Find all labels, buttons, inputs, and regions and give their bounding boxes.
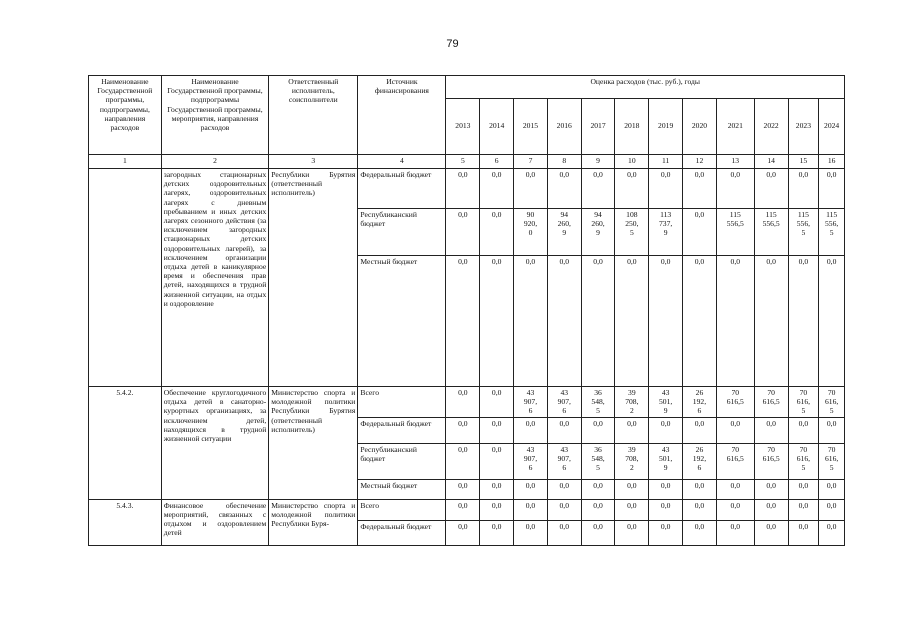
funding-source: Республиканский бюджет (358, 209, 446, 256)
value-cell: 0,0 (788, 169, 819, 209)
row-executor: Министерство спорта и молодежной политики Республики Буря- (269, 499, 358, 545)
value-cell: 0,0 (649, 256, 683, 387)
value-cell: 0,0 (581, 520, 615, 545)
value-cell: 0,0 (615, 169, 649, 209)
value-cell: 0,0 (480, 499, 514, 520)
row-name: Финансовое обеспечение мероприятий, связанных с отдыхом и оздоровлением детей (161, 499, 269, 545)
value-cell: 0,0 (581, 169, 615, 209)
value-cell: 36 548, 5 (581, 443, 615, 479)
value-cell: 0,0 (615, 520, 649, 545)
row-code: 5.4.2. (89, 387, 162, 500)
value-cell: 0,0 (683, 209, 717, 256)
value-cell: 115 556,5 (754, 209, 788, 256)
value-cell: 26 192, 6 (683, 443, 717, 479)
value-cell: 0,0 (446, 443, 480, 479)
value-cell: 0,0 (649, 499, 683, 520)
value-cell: 70 616,5 (716, 443, 754, 479)
value-cell: 0,0 (514, 499, 548, 520)
value-cell: 0,0 (683, 417, 717, 443)
value-cell: 70 616, 5 (819, 387, 845, 418)
page-number: 79 (446, 38, 459, 50)
header-estimate: Оценка расходов (тыс. руб.), годы (446, 76, 845, 99)
value-cell: 0,0 (480, 209, 514, 256)
value-cell: 0,0 (446, 499, 480, 520)
value-cell: 70 616, 5 (788, 387, 819, 418)
column-number: 11 (649, 155, 683, 169)
value-cell: 43 907, 6 (514, 443, 548, 479)
value-cell: 0,0 (754, 499, 788, 520)
value-cell: 0,0 (446, 387, 480, 418)
value-cell: 70 616,5 (716, 387, 754, 418)
column-number: 2 (161, 155, 269, 169)
year-header: 2013 (446, 99, 480, 155)
column-number: 16 (819, 155, 845, 169)
row-executor: Республики Бурятия (ответственный исполнитель) (269, 169, 358, 387)
value-cell: 0,0 (649, 479, 683, 499)
column-number: 14 (754, 155, 788, 169)
year-header: 2019 (649, 99, 683, 155)
value-cell: 0,0 (480, 169, 514, 209)
column-number: 6 (480, 155, 514, 169)
value-cell: 0,0 (649, 520, 683, 545)
value-cell: 70 616,5 (754, 387, 788, 418)
year-header: 2020 (683, 99, 717, 155)
value-cell: 26 192, 6 (683, 387, 717, 418)
column-numbers-row (89, 155, 845, 169)
funding-source: Федеральный бюджет (358, 520, 446, 545)
value-cell: 0,0 (581, 479, 615, 499)
value-cell: 0,0 (788, 417, 819, 443)
value-cell: 0,0 (683, 499, 717, 520)
value-cell: 0,0 (819, 520, 845, 545)
value-cell: 0,0 (683, 256, 717, 387)
header-col-source: Источник финансирования (358, 76, 446, 155)
row-code: 5.4.3. (89, 499, 162, 545)
value-cell: 115 556, 5 (788, 209, 819, 256)
funding-source: Федеральный бюджет (358, 417, 446, 443)
funding-source: Федеральный бюджет (358, 169, 446, 209)
table-row (89, 387, 845, 418)
value-cell: 0,0 (480, 417, 514, 443)
value-cell: 0,0 (754, 169, 788, 209)
value-cell: 0,0 (716, 417, 754, 443)
header-col-name: Наименование Государственной программы, подпрограммы Государственной программы, мероприятия, направления расходов (161, 76, 269, 155)
year-header: 2016 (547, 99, 581, 155)
row-name: Обеспечение круглогодичного отдыха детей в санаторно-курортных организациях, за исключением детей, находящихся в трудной жизненной ситуации (161, 387, 269, 500)
value-cell: 0,0 (547, 417, 581, 443)
value-cell: 43 501, 9 (649, 443, 683, 479)
value-cell: 0,0 (615, 479, 649, 499)
value-cell: 0,0 (514, 417, 548, 443)
value-cell: 0,0 (615, 499, 649, 520)
column-number: 4 (358, 155, 446, 169)
value-cell: 0,0 (581, 417, 615, 443)
value-cell: 0,0 (788, 499, 819, 520)
value-cell: 0,0 (446, 169, 480, 209)
column-number: 12 (683, 155, 717, 169)
value-cell: 108 250, 5 (615, 209, 649, 256)
value-cell: 0,0 (819, 256, 845, 387)
column-number: 9 (581, 155, 615, 169)
year-header: 2023 (788, 99, 819, 155)
value-cell: 0,0 (446, 520, 480, 545)
column-number: 7 (514, 155, 548, 169)
value-cell: 0,0 (446, 417, 480, 443)
column-number: 10 (615, 155, 649, 169)
value-cell: 0,0 (547, 499, 581, 520)
value-cell: 0,0 (819, 417, 845, 443)
value-cell: 0,0 (547, 256, 581, 387)
value-cell: 0,0 (754, 256, 788, 387)
value-cell: 0,0 (514, 256, 548, 387)
row-code (89, 169, 162, 387)
column-number: 3 (269, 155, 358, 169)
value-cell: 0,0 (716, 169, 754, 209)
value-cell: 39 708, 2 (615, 443, 649, 479)
value-cell: 0,0 (716, 256, 754, 387)
value-cell: 0,0 (788, 479, 819, 499)
value-cell: 0,0 (480, 387, 514, 418)
value-cell: 70 616,5 (754, 443, 788, 479)
year-header: 2022 (754, 99, 788, 155)
value-cell: 115 556,5 (716, 209, 754, 256)
value-cell: 0,0 (514, 520, 548, 545)
header-col-program: Наименование Государственной программы, подпрограммы, направления расходов (89, 76, 162, 155)
value-cell: 90 920, 0 (514, 209, 548, 256)
value-cell: 43 907, 6 (547, 387, 581, 418)
value-cell: 0,0 (547, 169, 581, 209)
value-cell: 0,0 (716, 479, 754, 499)
value-cell: 0,0 (819, 499, 845, 520)
header-col-executor: Ответственный исполнитель, соисполнители (269, 76, 358, 155)
value-cell: 0,0 (649, 169, 683, 209)
value-cell: 0,0 (754, 520, 788, 545)
year-header: 2015 (514, 99, 548, 155)
value-cell: 0,0 (480, 443, 514, 479)
value-cell: 115 556, 5 (819, 209, 845, 256)
column-number: 8 (547, 155, 581, 169)
value-cell: 39 708, 2 (615, 387, 649, 418)
value-cell: 94 260, 9 (547, 209, 581, 256)
column-number: 5 (446, 155, 480, 169)
value-cell: 0,0 (754, 417, 788, 443)
value-cell: 0,0 (514, 479, 548, 499)
column-number: 13 (716, 155, 754, 169)
funding-source: Местный бюджет (358, 479, 446, 499)
value-cell: 94 260, 9 (581, 209, 615, 256)
value-cell: 0,0 (788, 256, 819, 387)
budget-table (88, 75, 845, 546)
value-cell: 0,0 (615, 417, 649, 443)
value-cell: 70 616, 5 (788, 443, 819, 479)
table-row (89, 499, 845, 520)
year-header: 2014 (480, 99, 514, 155)
value-cell: 0,0 (446, 479, 480, 499)
value-cell: 0,0 (716, 520, 754, 545)
funding-source: Местный бюджет (358, 256, 446, 387)
value-cell: 0,0 (615, 256, 649, 387)
funding-source: Всего (358, 387, 446, 418)
value-cell: 0,0 (446, 209, 480, 256)
column-number: 15 (788, 155, 819, 169)
year-header: 2024 (819, 99, 845, 155)
value-cell: 113 737, 9 (649, 209, 683, 256)
value-cell: 36 548, 5 (581, 387, 615, 418)
value-cell: 0,0 (716, 499, 754, 520)
value-cell: 0,0 (649, 417, 683, 443)
year-header: 2021 (716, 99, 754, 155)
value-cell: 70 616, 5 (819, 443, 845, 479)
value-cell: 0,0 (683, 520, 717, 545)
value-cell: 0,0 (581, 499, 615, 520)
row-name: загородных стационарных детских оздоровительных лагерях, оздоровительных лагерях с дневным пребыванием и иных детских лагерях сезонного действия (за исключением загородных стационарных детских оздоровительных лагерей), за исключением организации отдыха детей в каникулярное время и обеспечения прав детей, находящихся в трудной жизненной ситуации, на отдых и оздоровление (161, 169, 269, 387)
value-cell: 0,0 (480, 520, 514, 545)
funding-source: Всего (358, 499, 446, 520)
value-cell: 0,0 (581, 256, 615, 387)
value-cell: 0,0 (754, 479, 788, 499)
column-number: 1 (89, 155, 162, 169)
value-cell: 0,0 (480, 256, 514, 387)
value-cell: 0,0 (547, 479, 581, 499)
value-cell: 43 907, 6 (547, 443, 581, 479)
year-header: 2017 (581, 99, 615, 155)
row-executor: Министерство спорта и молодежной политики Республики Бурятия (ответственный исполнитель) (269, 387, 358, 500)
value-cell: 0,0 (683, 479, 717, 499)
value-cell: 0,0 (819, 479, 845, 499)
value-cell: 43 907, 6 (514, 387, 548, 418)
funding-source: Республиканский бюджет (358, 443, 446, 479)
value-cell: 43 501, 9 (649, 387, 683, 418)
header-row-top (89, 76, 845, 99)
value-cell: 0,0 (547, 520, 581, 545)
value-cell: 0,0 (819, 169, 845, 209)
value-cell: 0,0 (446, 256, 480, 387)
value-cell: 0,0 (514, 169, 548, 209)
value-cell: 0,0 (788, 520, 819, 545)
value-cell: 0,0 (683, 169, 717, 209)
value-cell: 0,0 (480, 479, 514, 499)
year-header: 2018 (615, 99, 649, 155)
table-row (89, 169, 845, 209)
